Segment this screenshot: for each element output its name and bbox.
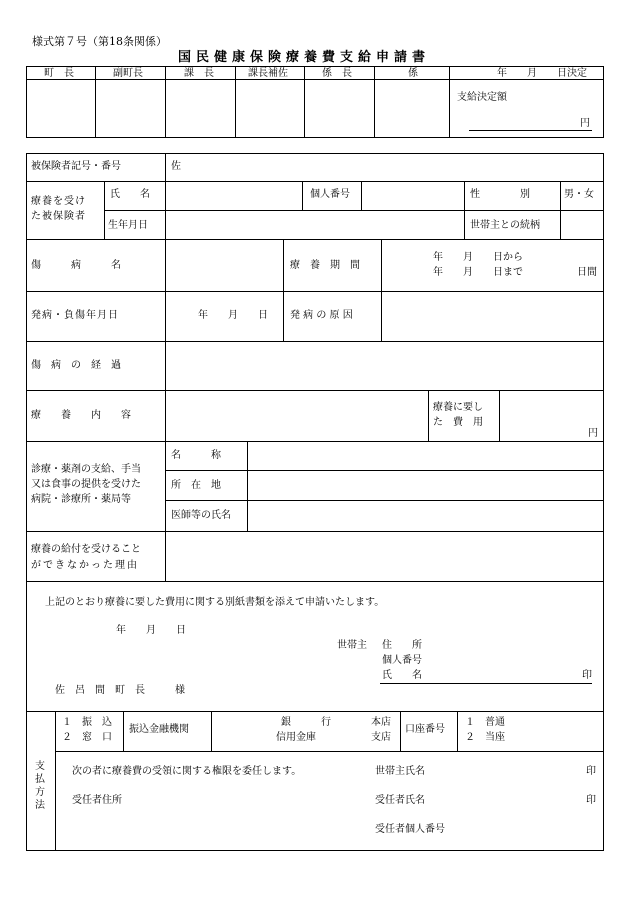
householder-name-field: 世帯主氏名	[375, 766, 425, 777]
delegate-address-label: 受任者住所	[72, 795, 122, 806]
delegation-text: 次の者に療養費の受領に関する権限を委任します。	[72, 766, 302, 777]
approval-col-deputy-mayor: 副町長	[113, 68, 143, 79]
approval-col-assistant-chief: 課長補佐	[248, 68, 288, 79]
onset-label: 発病・負傷年月日	[31, 310, 119, 321]
relation-label: 世帯主との続柄	[470, 220, 540, 231]
declaration-text: 上記のとおり療養に要した費用に関する別紙書類を添えて申請いたします。	[45, 597, 385, 608]
bank-type-bank: 銀 行	[281, 717, 331, 728]
delegate-name-seal: 印	[586, 795, 596, 806]
insured-number-prefix: 佐	[171, 161, 181, 172]
cause-label: 発 病 の 原 因	[290, 310, 353, 321]
decision-date: 年 月 日決定	[497, 68, 587, 79]
approval-col-mayor: 町 長	[44, 68, 74, 79]
delegate-personal-number-label: 受任者個人番号	[375, 824, 445, 835]
form-number: 様式第７号（第18条関係）	[32, 35, 167, 48]
onset-value: 年 月 日	[198, 310, 268, 321]
approval-col-section-chief: 課 長	[184, 68, 214, 79]
householder-name-label: 氏 名	[382, 670, 422, 681]
provider-label-line1: 診療・薬剤の支給、手当	[31, 464, 141, 475]
doctor-label: 医師等の氏名	[171, 510, 231, 521]
decision-amount-label: 支給決定額	[457, 92, 507, 103]
cost-yen: 円	[588, 428, 598, 439]
patient-label-line1: 療養を受け	[31, 196, 86, 207]
form-title: 国民健康保険療養費支給申請書	[178, 50, 431, 65]
approval-col-subsection-chief: 係 長	[322, 68, 352, 79]
provider-label-line2: 又は食事の提供を受けた	[31, 479, 141, 490]
addressee: 佐 呂 間 町 長 様	[55, 685, 185, 696]
payment-option-counter[interactable]: ２ 窓 口	[62, 732, 112, 743]
provider-name-label: 名 称	[171, 450, 221, 461]
householder-seal: 印	[582, 670, 592, 681]
decision-amount-yen: 円	[580, 118, 590, 129]
account-number-label: 口座番号	[405, 724, 445, 735]
payment-method-label: 支払方法	[35, 761, 45, 811]
approval-col-staff: 係	[408, 68, 418, 79]
content-label: 療 養 内 容	[31, 410, 131, 421]
sex-label: 性 別	[470, 189, 530, 200]
cost-label-line1: 療養に要し	[433, 402, 483, 413]
delegate-name-label: 受任者氏名	[375, 795, 425, 806]
branch-label: 支店	[371, 732, 391, 743]
declaration-date: 年 月 日	[116, 625, 186, 636]
personal-number-label: 個人番号	[310, 189, 350, 200]
period-from: 年 月 日から	[433, 252, 523, 263]
course-label: 傷 病 の 経 過	[31, 360, 121, 371]
period-to: 年 月 日まで	[433, 267, 523, 278]
account-type-ordinary[interactable]: １ 普通	[465, 717, 505, 728]
cost-label-line2: た 費 用	[433, 417, 483, 428]
householder-label: 世帯主	[337, 640, 367, 651]
period-label: 療 養 期 間	[290, 260, 360, 271]
insured-number-label: 被保険者記号・番号	[31, 161, 121, 172]
bank-type-credit: 信用金庫	[276, 732, 316, 743]
householder-name-seal: 印	[586, 766, 596, 777]
birthdate-label: 生年月日	[108, 220, 148, 231]
account-type-current[interactable]: ２ 当座	[465, 732, 505, 743]
patient-label-line2: た被保険者	[31, 211, 86, 222]
householder-personal-number-label: 個人番号	[382, 655, 422, 666]
sex-options[interactable]: 男・女	[564, 189, 594, 200]
patient-name-label: 氏 名	[110, 189, 150, 200]
householder-address-label: 住 所	[382, 640, 422, 651]
main-branch-label: 本店	[371, 717, 391, 728]
reason-label-line1: 療養の給付を受けること	[31, 544, 141, 555]
payment-option-transfer[interactable]: １ 振 込	[62, 717, 112, 728]
reason-label-line2: ができなかった理由	[31, 560, 139, 571]
bank-label: 振込金融機関	[129, 724, 189, 735]
provider-address-label: 所 在 地	[171, 480, 221, 491]
period-days: 日間	[577, 267, 597, 278]
illness-label: 傷 病 名	[31, 260, 121, 271]
provider-label-line3: 病院・診療所・薬局等	[31, 494, 131, 505]
